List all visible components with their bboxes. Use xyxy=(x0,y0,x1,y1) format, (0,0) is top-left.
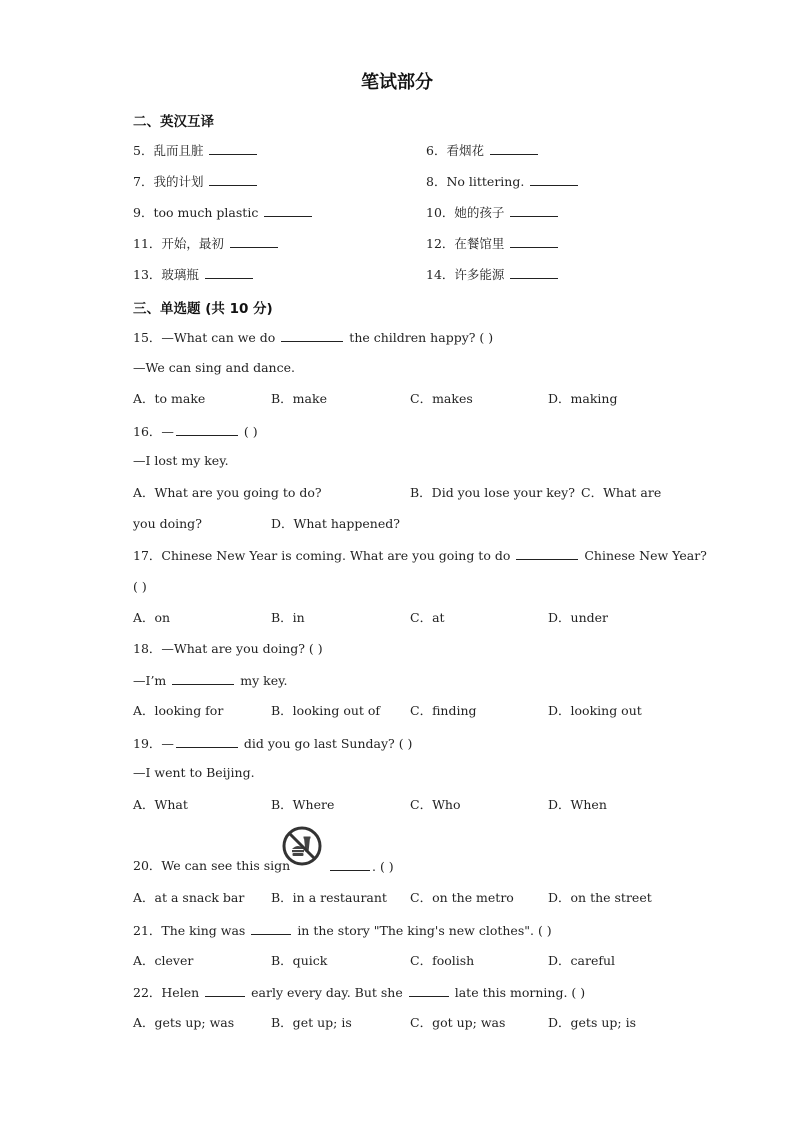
question-number: 14． xyxy=(426,267,455,282)
answer-blank[interactable] xyxy=(205,266,253,279)
question-text: No littering. xyxy=(446,174,525,189)
answer-blank[interactable] xyxy=(209,173,257,186)
no-eating-drinking-sign-icon xyxy=(282,826,322,866)
stem-text: . ( ) xyxy=(372,859,394,874)
page-title: 笔试部分 xyxy=(361,72,433,93)
stem-text: in the story "The king's new clothes". ( ) xyxy=(297,923,552,938)
answer-blank[interactable] xyxy=(409,984,449,997)
question-number: 10． xyxy=(426,205,455,220)
question-9 xyxy=(133,204,314,221)
option-b[interactable]: B．get up; is xyxy=(271,1015,352,1030)
stem-text: Chinese New Year? xyxy=(584,548,707,563)
section-heading-translation: 二、英汉互译 xyxy=(133,114,214,130)
question-22-stem xyxy=(133,984,585,1001)
stem-text: 16．— xyxy=(133,424,174,439)
option-d[interactable]: D．What happened? xyxy=(271,516,400,531)
option-c[interactable]: C．at xyxy=(410,610,445,625)
option-a[interactable]: A．What are you going to do? xyxy=(133,485,322,500)
stem-text: 17．Chinese New Year is coming. What are you going to do xyxy=(133,548,511,563)
answer-blank[interactable] xyxy=(264,204,312,217)
question-15-stem xyxy=(133,329,493,346)
question-text: 乱而且脏 xyxy=(153,143,204,158)
answer-blank[interactable] xyxy=(176,423,238,436)
question-text: 玻璃瓶 xyxy=(161,267,199,282)
answer-blank[interactable] xyxy=(281,329,343,342)
question-13 xyxy=(133,266,255,283)
option-a[interactable]: A．clever xyxy=(133,953,194,968)
answer-blank[interactable] xyxy=(510,235,558,248)
question-number: 13． xyxy=(133,267,162,282)
question-11 xyxy=(133,235,280,252)
option-c[interactable]: C．on the metro xyxy=(410,890,514,905)
option-c[interactable]: C．finding xyxy=(410,703,477,718)
option-a[interactable]: A．gets up; was xyxy=(133,1015,235,1030)
answer-blank[interactable] xyxy=(205,984,245,997)
option-b[interactable]: B．in a restaurant xyxy=(271,890,387,905)
answer-blank[interactable] xyxy=(251,922,291,935)
answer-blank[interactable] xyxy=(510,266,558,279)
option-a[interactable]: A．to make xyxy=(133,391,206,406)
answer-blank[interactable] xyxy=(490,142,538,155)
question-7 xyxy=(133,173,259,190)
option-b[interactable]: B．Where xyxy=(271,797,335,812)
question-8 xyxy=(426,173,580,190)
option-c[interactable]: C．What are xyxy=(581,485,662,500)
question-5 xyxy=(133,142,259,159)
option-a[interactable]: A．looking for xyxy=(133,703,224,718)
question-20-stem-start: 20．We can see this sign xyxy=(133,858,291,873)
question-text: 开始，最初 xyxy=(161,236,224,251)
stem-text: did you go last Sunday? ( ) xyxy=(243,736,413,751)
stem-text: 19．— xyxy=(133,736,174,751)
question-text: 许多能源 xyxy=(454,267,505,282)
question-15-dialogue: —We can sing and dance. xyxy=(133,360,295,375)
stem-text: the children happy? ( ) xyxy=(349,330,494,345)
option-d[interactable]: D．under xyxy=(548,610,608,625)
question-18-stem: 18．—What are you doing? ( ) xyxy=(133,641,323,656)
option-d[interactable]: D．When xyxy=(548,797,607,812)
question-16-dialogue: —I lost my key. xyxy=(133,453,229,468)
option-c[interactable]: C．got up; was xyxy=(410,1015,506,1030)
question-19-dialogue: —I went to Beijing. xyxy=(133,765,255,780)
option-c[interactable]: C．makes xyxy=(410,391,473,406)
option-d[interactable]: D．making xyxy=(548,391,618,406)
question-number: 5． xyxy=(133,143,154,158)
question-20-stem-end xyxy=(328,858,394,875)
option-c[interactable]: C．Who xyxy=(410,797,461,812)
question-17-bracket: ( ) xyxy=(133,579,147,594)
question-text: 在餐馆里 xyxy=(454,236,505,251)
question-number: 8． xyxy=(426,174,447,189)
answer-blank[interactable] xyxy=(230,235,278,248)
question-16-stem xyxy=(133,423,258,440)
answer-blank[interactable] xyxy=(172,672,234,685)
question-text: too much plastic xyxy=(153,205,259,220)
answer-blank[interactable] xyxy=(530,173,578,186)
option-a[interactable]: A．What xyxy=(133,797,188,812)
question-6 xyxy=(426,142,540,159)
stem-text: —I’m xyxy=(133,673,167,688)
question-17-stem xyxy=(133,547,707,564)
stem-text: 22．Helen xyxy=(133,985,200,1000)
option-a[interactable]: A．at a snack bar xyxy=(133,890,245,905)
question-19-stem xyxy=(133,735,412,752)
option-c[interactable]: C．foolish xyxy=(410,953,475,968)
option-b[interactable]: B．in xyxy=(271,610,305,625)
option-d[interactable]: D．careful xyxy=(548,953,616,968)
question-number: 6． xyxy=(426,143,447,158)
question-number: 9． xyxy=(133,205,154,220)
option-a[interactable]: A．on xyxy=(133,610,171,625)
section-heading-multiple-choice: 三、单选题 (共 10 分) xyxy=(133,301,273,317)
question-text: 我的计划 xyxy=(153,174,204,189)
question-14 xyxy=(426,266,560,283)
answer-blank[interactable] xyxy=(516,547,578,560)
stem-text: early every day. But she xyxy=(251,985,403,1000)
option-d[interactable]: D．looking out xyxy=(548,703,642,718)
answer-blank[interactable] xyxy=(209,142,257,155)
option-b[interactable]: B．looking out of xyxy=(271,703,381,718)
question-18-dialogue xyxy=(133,672,287,689)
option-b[interactable]: B．quick xyxy=(271,953,328,968)
question-10 xyxy=(426,204,560,221)
answer-blank[interactable] xyxy=(176,735,238,748)
option-d[interactable]: D．gets up; is xyxy=(548,1015,636,1030)
question-21-stem xyxy=(133,922,552,939)
stem-text: late this morning. ( ) xyxy=(454,985,586,1000)
question-number: 12． xyxy=(426,236,455,251)
question-text: 她的孩子 xyxy=(454,205,505,220)
stem-text: 21．The king was xyxy=(133,923,246,938)
option-b[interactable]: B．Did you lose your key? xyxy=(410,485,575,500)
answer-blank[interactable] xyxy=(330,858,370,871)
stem-text: my key. xyxy=(240,673,288,688)
option-c-continued[interactable]: you doing? xyxy=(133,516,202,531)
option-d[interactable]: D．on the street xyxy=(548,890,652,905)
answer-blank[interactable] xyxy=(510,204,558,217)
question-12 xyxy=(426,235,560,252)
stem-text: 15．—What can we do xyxy=(133,330,276,345)
option-b[interactable]: B．make xyxy=(271,391,327,406)
stem-text: ( ) xyxy=(243,424,258,439)
question-number: 11． xyxy=(133,236,162,251)
question-number: 7． xyxy=(133,174,154,189)
question-text: 看烟花 xyxy=(446,143,484,158)
